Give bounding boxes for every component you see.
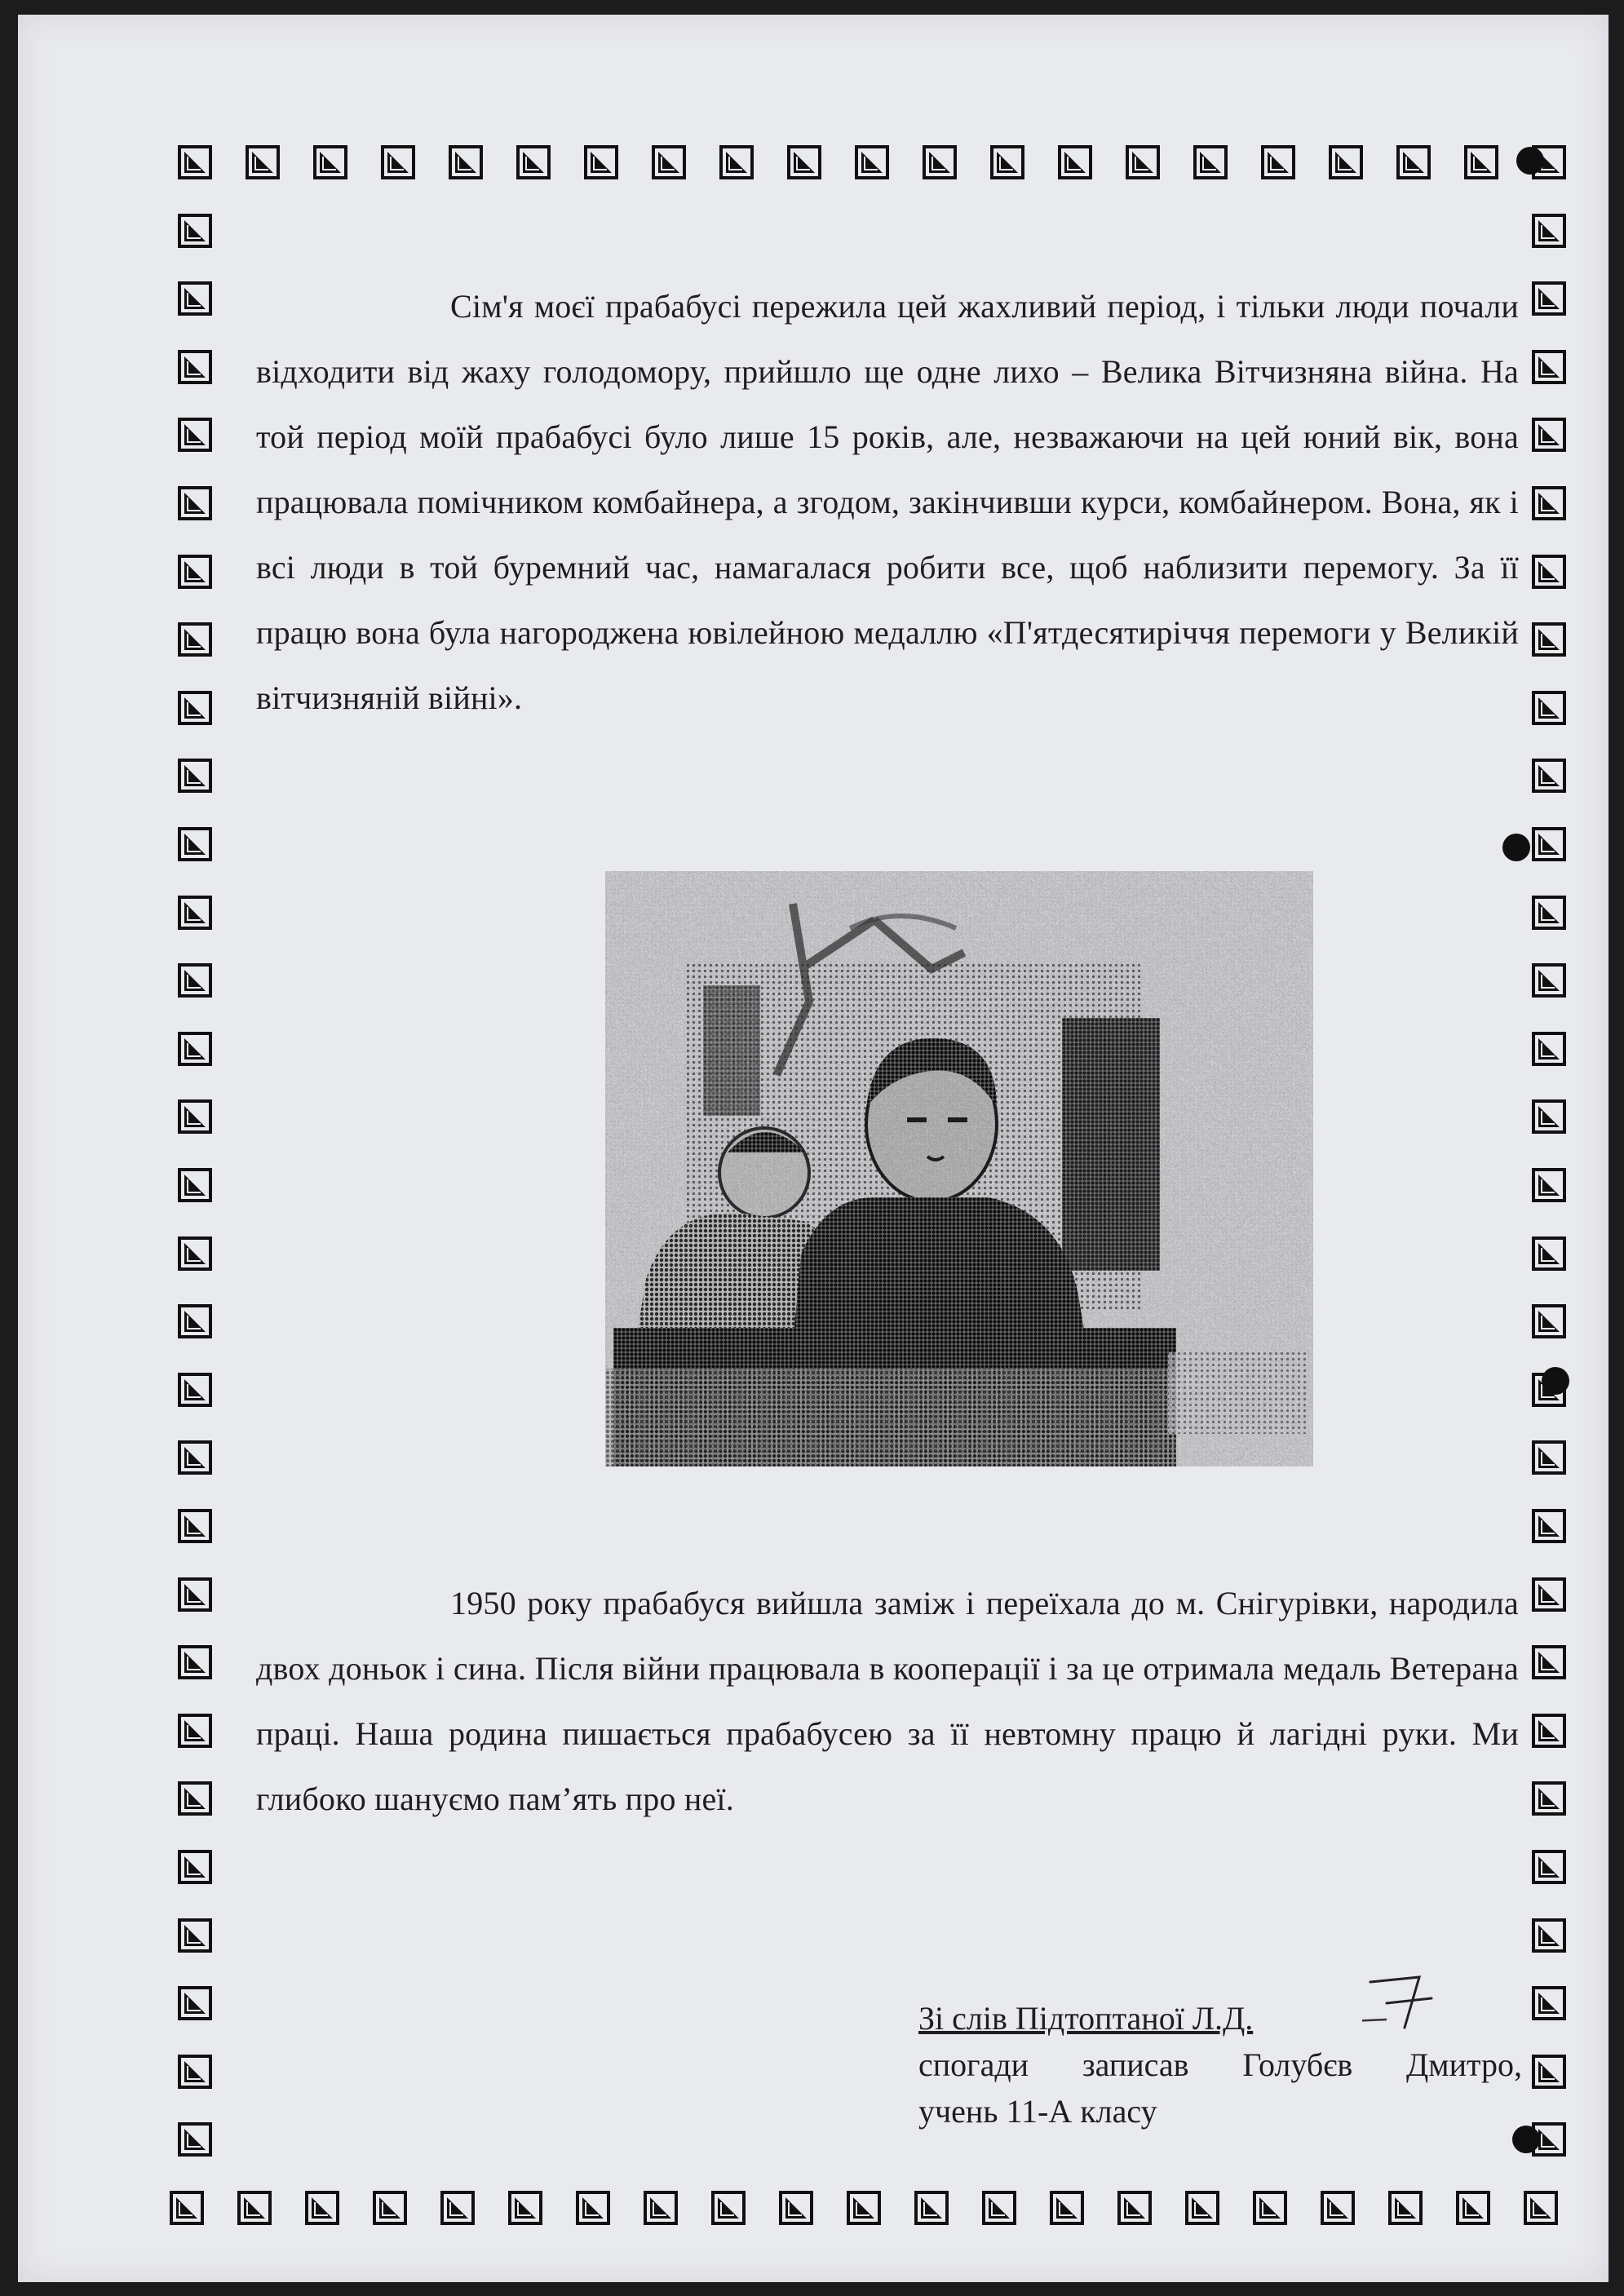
triangle-square-ornament-icon [1532,1781,1566,1816]
triangle-square-ornament-icon [373,2191,407,2225]
triangle-square-ornament-icon [855,145,889,179]
punch-hole [1512,2126,1540,2153]
triangle-square-ornament-icon [779,2191,813,2225]
triangle-square-ornament-icon [178,486,212,520]
triangle-square-ornament-icon [1532,1032,1566,1066]
triangle-square-ornament-icon [1532,2055,1566,2089]
paragraph-wartime [256,274,1519,731]
triangle-square-ornament-icon [178,1918,212,1953]
triangle-square-ornament-icon [1456,2191,1490,2225]
triangle-square-ornament-icon [1532,1577,1566,1612]
triangle-square-ornament-icon [982,2191,1016,2225]
triangle-square-ornament-icon [1117,2191,1152,2225]
triangle-square-ornament-icon [1058,145,1092,179]
triangle-square-ornament-icon [178,1714,212,1748]
triangle-square-ornament-icon [178,827,212,861]
triangle-square-ornament-icon [313,145,347,179]
triangle-square-ornament-icon [1050,2191,1084,2225]
triangle-square-ornament-icon [719,145,754,179]
triangle-square-ornament-icon [381,145,415,179]
paragraph-postwar-text: 1950 року прабабуся вийшла заміж і переїхала до м. Снігурівки, народила двох доньок і сина. Після війни працювала в кооперації і за це отримала медаль Ветерана праці. Наша родина пишається прабабусею за її невтомну працю й лагідні руки. Ми глибоко шануємо пам’ять про неї. [256,1585,1519,1817]
triangle-square-ornament-icon [1532,1509,1566,1543]
triangle-square-ornament-icon [1396,145,1431,179]
handwritten-signature [1362,1971,1436,2036]
triangle-square-ornament-icon [178,963,212,998]
triangle-square-ornament-icon [440,2191,475,2225]
triangle-square-ornament-icon [178,281,212,316]
triangle-square-ornament-icon [847,2191,881,2225]
punch-hole [1502,834,1530,861]
triangle-square-ornament-icon [1532,555,1566,589]
triangle-square-ornament-icon [914,2191,949,2225]
triangle-square-ornament-icon [1532,896,1566,930]
triangle-square-ornament-icon [1532,963,1566,998]
triangle-square-ornament-icon [576,2191,610,2225]
triangle-square-ornament-icon [1532,1714,1566,1748]
triangle-square-ornament-icon [170,2191,204,2225]
triangle-square-ornament-icon [1321,2191,1355,2225]
triangle-square-ornament-icon [178,145,212,179]
triangle-square-ornament-icon [246,145,280,179]
triangle-square-ornament-icon [1532,622,1566,657]
triangle-square-ornament-icon [1532,691,1566,725]
triangle-square-ornament-icon [1532,1918,1566,1953]
triangle-square-ornament-icon [787,145,821,179]
triangle-square-ornament-icon [178,1781,212,1816]
triangle-square-ornament-icon [652,145,686,179]
triangle-square-ornament-icon [449,145,483,179]
triangle-square-ornament-icon [178,1304,212,1338]
triangle-square-ornament-icon [178,691,212,725]
triangle-square-ornament-icon [178,1032,212,1066]
triangle-square-ornament-icon [1185,2191,1219,2225]
triangle-square-ornament-icon [1532,1236,1566,1271]
triangle-square-ornament-icon [178,1577,212,1612]
triangle-square-ornament-icon [178,1850,212,1884]
triangle-square-ornament-icon [1532,1645,1566,1679]
triangle-square-ornament-icon [1524,2191,1558,2225]
triangle-square-ornament-icon [178,214,212,248]
triangle-square-ornament-icon [508,2191,542,2225]
triangle-square-ornament-icon [178,1099,212,1134]
triangle-square-ornament-icon [178,1645,212,1679]
triangle-square-ornament-icon [1388,2191,1423,2225]
author-line: спогади записав Голубєв Дмитро, [918,2046,1522,2083]
paragraph-postwar [256,1571,1519,1832]
triangle-square-ornament-icon [644,2191,678,2225]
triangle-square-ornament-icon [711,2191,746,2225]
paragraph-wartime-text: Сім'я моєї прабабусі пережила цей жахливий період, і тільки люди почали відходити від жаху голодомору, прийшло ще одне лихо – Велика Вітчизняна війна. На той період моїй прабабусі було лише 15 років, але, незважаючи на цей юний вік, вона працювала помічником комбайнера, а згодом, закінчивши курси, комбайнером. Вона, як і всі люди в той буремний час, намагалася робити все, щоб наблизити перемогу. За її працю вона була нагороджена ювілейною медаллю «П'ятдесятиріччя перемоги у Великій вітчизняній війні». [256,288,1519,716]
triangle-square-ornament-icon [178,1168,212,1202]
triangle-square-ornament-icon [178,1373,212,1407]
triangle-square-ornament-icon [178,1440,212,1475]
triangle-square-ornament-icon [1532,1304,1566,1338]
punch-hole [1542,1367,1569,1395]
triangle-square-ornament-icon [178,896,212,930]
triangle-square-ornament-icon [178,1236,212,1271]
triangle-square-ornament-icon [1532,759,1566,793]
triangle-square-ornament-icon [1532,281,1566,316]
source-attribution: Зі слів Підтоптаної Л.Д. [918,2000,1254,2037]
triangle-square-ornament-icon [923,145,957,179]
class-line: учень 11-А класу [918,2093,1157,2130]
triangle-square-ornament-icon [1532,486,1566,520]
triangle-square-ornament-icon [1193,145,1228,179]
triangle-square-ornament-icon [178,2055,212,2089]
triangle-square-ornament-icon [178,1509,212,1543]
triangle-square-ornament-icon [1532,350,1566,384]
triangle-square-ornament-icon [178,759,212,793]
triangle-square-ornament-icon [1532,1168,1566,1202]
triangle-square-ornament-icon [1464,145,1498,179]
triangle-square-ornament-icon [1532,418,1566,452]
paper-sheet [18,15,1609,2282]
triangle-square-ornament-icon [178,622,212,657]
triangle-square-ornament-icon [1532,1440,1566,1475]
triangle-square-ornament-icon [1329,145,1363,179]
triangle-square-ornament-icon [1532,827,1566,861]
triangle-square-ornament-icon [305,2191,339,2225]
family-photo [605,871,1313,1467]
triangle-square-ornament-icon [178,1986,212,2020]
triangle-square-ornament-icon [516,145,551,179]
triangle-square-ornament-icon [584,145,618,179]
triangle-square-ornament-icon [1532,1986,1566,2020]
triangle-square-ornament-icon [1253,2191,1287,2225]
triangle-square-ornament-icon [178,2122,212,2157]
triangle-square-ornament-icon [178,418,212,452]
triangle-square-ornament-icon [237,2191,272,2225]
triangle-square-ornament-icon [1532,214,1566,248]
triangle-square-ornament-icon [1126,145,1160,179]
triangle-square-ornament-icon [1532,1099,1566,1134]
punch-hole [1516,147,1544,175]
triangle-square-ornament-icon [1261,145,1295,179]
triangle-square-ornament-icon [178,350,212,384]
triangle-square-ornament-icon [1532,1850,1566,1884]
triangle-square-ornament-icon [990,145,1024,179]
triangle-square-ornament-icon [178,555,212,589]
